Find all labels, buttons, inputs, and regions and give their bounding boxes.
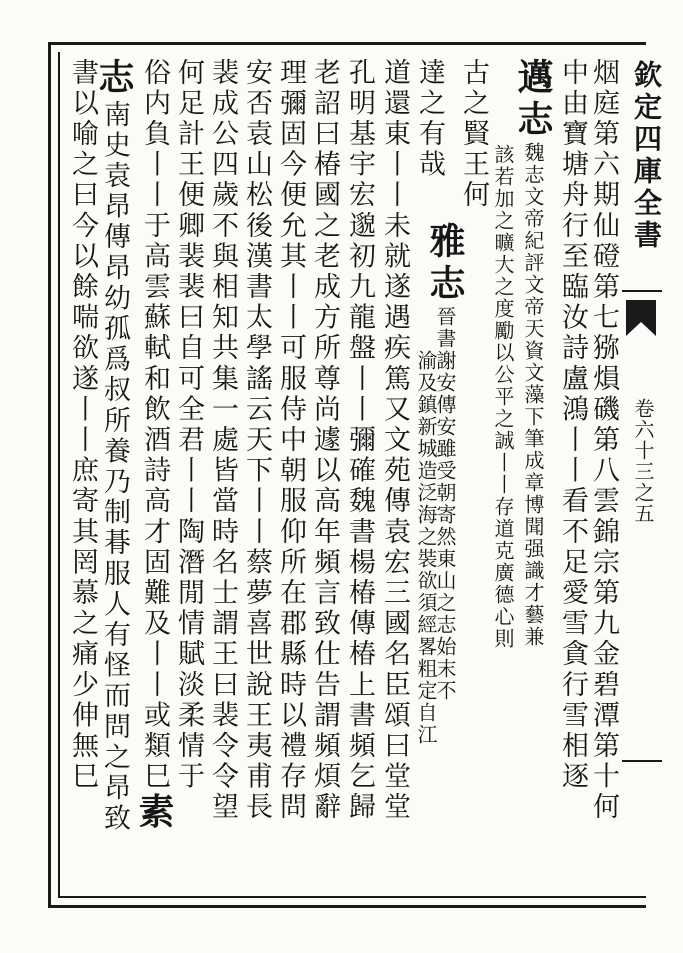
column-text: 達之有哉 — [414, 58, 445, 181]
column-text: 裴成公四歲不與相知共集一處皆當時名士謂王曰裴令令望 — [207, 58, 238, 823]
text-column — [378, 58, 410, 823]
entry-heading: 素 — [133, 792, 175, 835]
column-text: 古之賢王何 — [458, 58, 489, 211]
column-text: 南史袁昂傳昂幼孤爲叔所養乃制朞服人有怪而問之昂致 — [99, 100, 130, 835]
column-text: 中由寶塘舟行至臨汝詩盧鴻丨丨看不足愛雪貪行雪相逐 — [557, 58, 588, 793]
text-column — [343, 58, 375, 823]
inner-border-line — [58, 52, 60, 898]
book-title: 欽定四庫全書 — [630, 60, 663, 252]
entry-heading: 邁志 — [512, 58, 554, 142]
text-column — [457, 58, 489, 211]
entry-heading: 志 — [93, 58, 135, 100]
column-text: 俗内負丨丨于高雲蘇軾和飲酒詩高才固難及丨丨或類巳 — [139, 58, 170, 793]
column-text: 渝及鎮新城造泛海之裝欲須經畧粗定自江 — [414, 350, 438, 746]
text-column — [487, 58, 519, 650]
text-column — [410, 350, 442, 746]
column-text: 烟庭第六期仙磴第七猕熉磯第八雲錦宗第九金碧潭第十何 — [588, 58, 619, 823]
column-text: 孔明基宇宏邈初九龍盤丨丨彌確魏書楊椿傳椿上書頻乞歸 — [344, 58, 375, 823]
text-column — [556, 58, 588, 792]
margin-divider — [622, 760, 662, 762]
column-text: 晉書謝安傳安雖受朝寄然東山之志始末不 — [433, 306, 457, 702]
text-column — [133, 58, 175, 835]
text-column — [274, 58, 306, 823]
bottom-border-line — [58, 896, 646, 898]
text-column — [66, 58, 98, 792]
volume-label: 卷六十三之五 — [631, 398, 655, 524]
text-column — [413, 58, 445, 180]
text-column — [93, 58, 135, 835]
text-column — [172, 58, 204, 792]
column-text: 何足計王便卿裴裴曰自可全君丨丨陶潛閒情賦淡柔情于 — [173, 58, 204, 793]
text-column — [240, 58, 272, 823]
fish-tail-mark-icon — [626, 300, 656, 336]
column-text: 書以喻之曰今以餘喘欲遂丨丨庶寄其罔慕之痛少伸無巳 — [67, 58, 98, 793]
column-text: 理彌固今便允其丨丨可服侍中朝服仰所在郡縣時以禮存問 — [275, 58, 306, 823]
column-text: 老詔曰椿國之老成方所尊尚遽以高年頻言致仕告謂頻煩辭 — [309, 58, 340, 823]
text-column — [587, 58, 619, 823]
text-column — [512, 58, 554, 648]
text-column — [206, 58, 238, 823]
margin-divider — [622, 290, 662, 292]
column-text: 魏志文帝紀評文帝天資文藻下筆成章博聞强識才藝兼 — [521, 142, 545, 648]
column-text: 該若加之曠大之度勵以公平之誠丨丨存道克廣德心則 — [491, 144, 515, 650]
column-text: 安否袁山松後漢書太學謠云天下丨丨蔡夢喜世說王夷甫長 — [241, 58, 272, 823]
entry-heading: 雅志 — [424, 222, 466, 306]
text-column — [308, 58, 340, 823]
column-text: 道還東丨丨未就遂遇疾篤又文苑傳袁宏三國名臣頌曰堂堂 — [379, 58, 410, 823]
